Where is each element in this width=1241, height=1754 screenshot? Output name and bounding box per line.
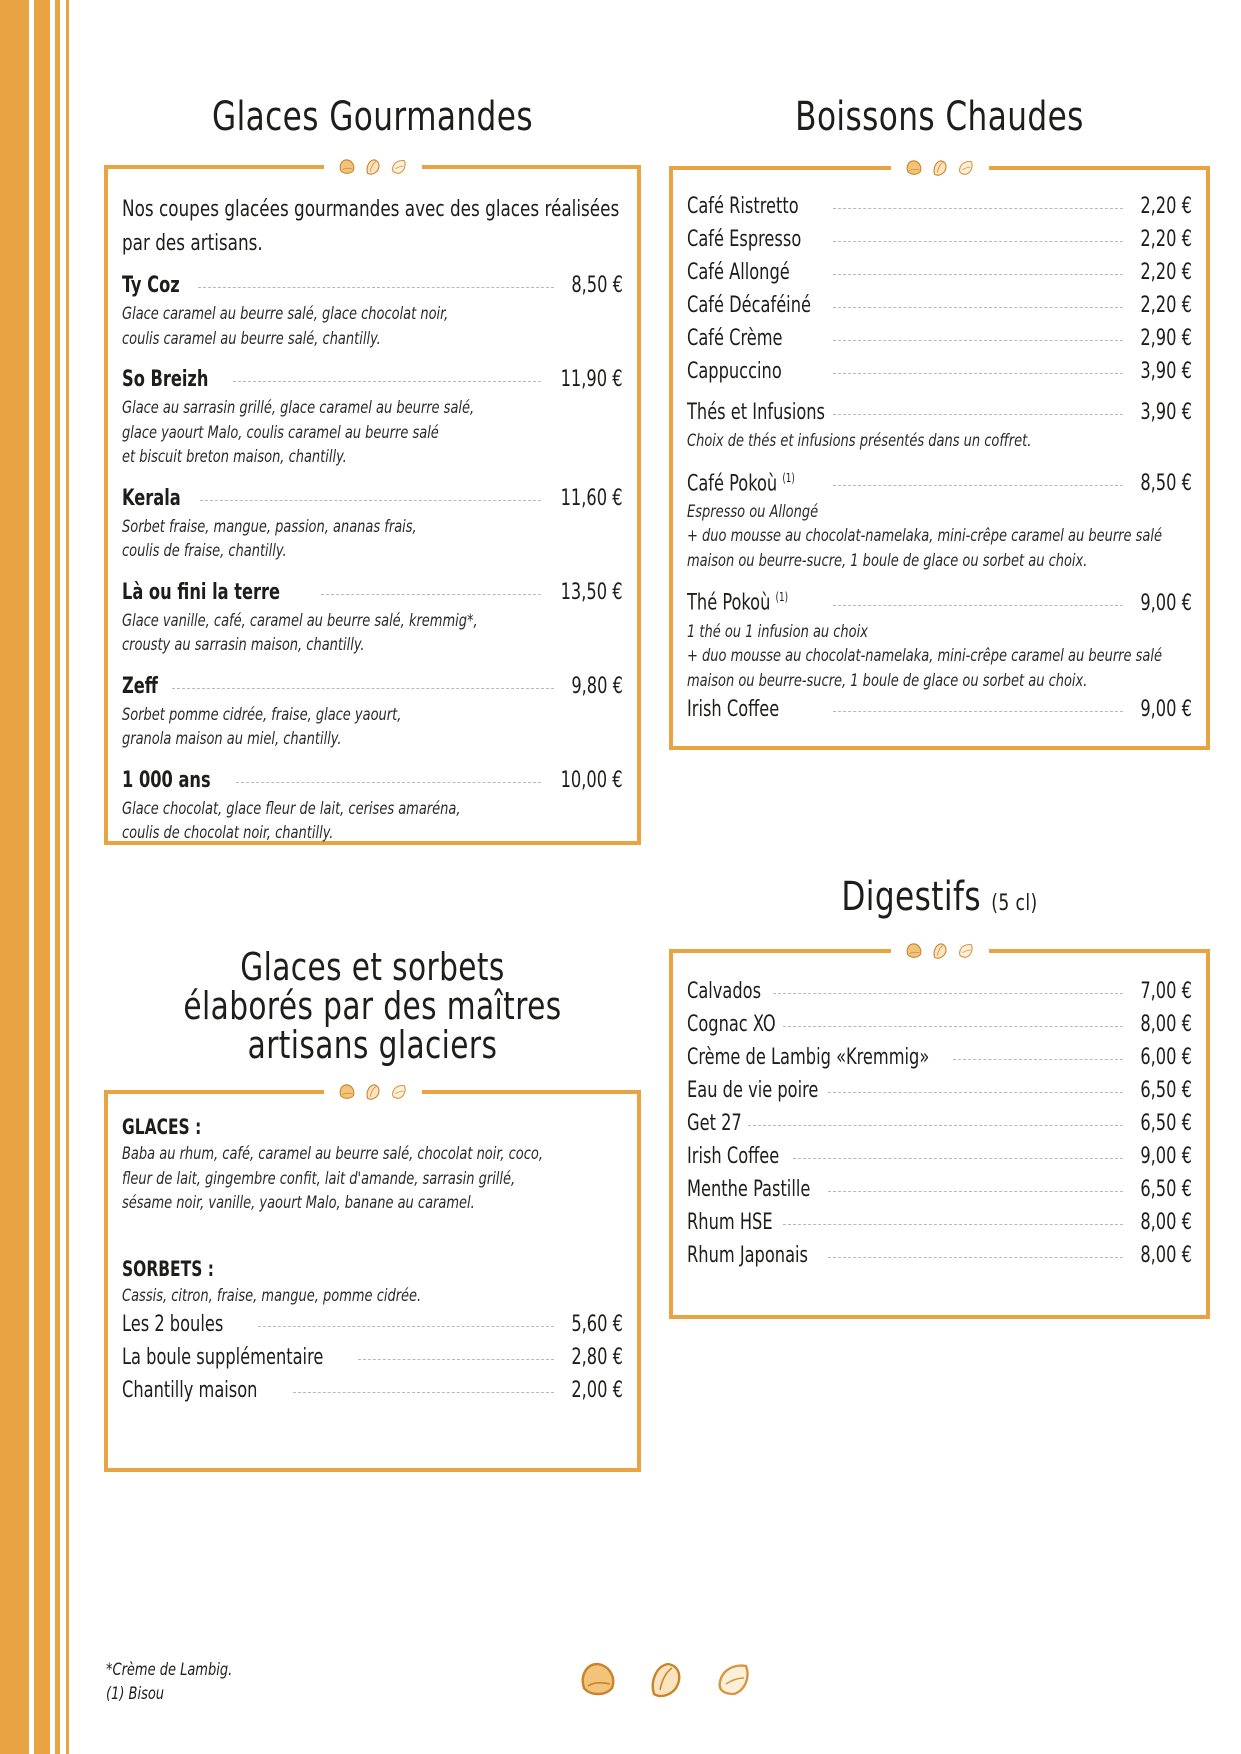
item-name: Thé Pokoù $^{(1)}$: [687, 590, 789, 616]
item-price: 13,50 €: [561, 579, 623, 605]
menu-item: [687, 693, 1192, 726]
section-title-boissons-chaudes: Boissons Chaudes: [795, 94, 1084, 140]
almond-nut-icon: [390, 1083, 408, 1101]
item-name: Kerala: [122, 485, 181, 511]
item-name: Là ou fini la terre: [122, 579, 281, 605]
dotted-leader: [833, 307, 1123, 308]
item-name: Café Pokoù $^{(1)}$: [687, 470, 795, 496]
item-price: 8,00 €: [1140, 1012, 1192, 1037]
dotted-leader: [833, 208, 1123, 209]
almond-nut-icon: [905, 159, 923, 177]
dotted-leader: [293, 1392, 554, 1393]
almond-nut-icon: [931, 159, 949, 177]
dotted-leader: [783, 1224, 1123, 1225]
item-name: Cognac XO: [687, 1012, 776, 1037]
decorative-stripe: [66, 0, 69, 1754]
item-name: La boule supplémentaire: [122, 1345, 324, 1370]
item-price: 3,90 €: [1140, 400, 1192, 425]
intro-text: Nos coupes glacées gourmandes avec des glaces réalisées par des artisans.: [122, 197, 620, 256]
item-price: 11,90 €: [561, 367, 623, 392]
menu-item: [687, 1074, 1192, 1107]
section-title-digestifs: Digestifs (5 cl): [841, 874, 1038, 920]
item-name: Ty Coz: [122, 273, 180, 298]
glaces-flavours: Baba au rhum, café, caramel au beurre salé, chocolat noir, coco, fleur de lait, gingembre confit, lait d'amande, sarrasin grillé, sésame noir, vanille, yaourt Malo, banane au caramel.: [122, 1144, 543, 1213]
menu-item: [687, 1173, 1192, 1206]
item-name: Eau de vie poire: [687, 1078, 819, 1103]
item-price: 10,00 €: [561, 767, 623, 793]
item-price: 6,00 €: [1140, 1045, 1192, 1070]
item-name: Zeff: [122, 673, 158, 699]
item-price: 2,90 €: [1140, 326, 1192, 351]
dotted-leader: [833, 340, 1123, 341]
glaces-label: GLACES :: [122, 1115, 202, 1139]
menu-item: [122, 576, 623, 658]
menu-item: [687, 975, 1192, 1008]
section-title-glaces-sorbets: Glaces et sorbets élaborés par des maîtres artisans glaciers: [183, 945, 562, 1067]
item-name: 1 000 ans: [122, 767, 211, 793]
dotted-leader: [236, 782, 541, 783]
sorbets-label: SORBETS :: [122, 1256, 214, 1281]
menu-item: [122, 764, 623, 846]
item-price: 2,80 €: [571, 1345, 623, 1370]
almond-nut-icon: [578, 1655, 618, 1705]
menu-item: [687, 581, 1192, 693]
dotted-leader: [828, 1257, 1123, 1258]
item-description: Glace vanille, café, caramel au beurre salé, kremmig*, crousty au sarrasin maison, chantilly.: [122, 610, 478, 655]
box-decoration: [891, 939, 989, 963]
dotted-leader: [828, 1191, 1123, 1192]
dotted-leader: [233, 381, 541, 382]
item-name: Café Ristretto: [687, 194, 799, 219]
footnotes: [106, 1658, 255, 1706]
volume-note: (5 cl): [991, 891, 1038, 916]
dotted-leader: [258, 1326, 554, 1327]
box-decoration: [891, 156, 989, 180]
item-price: 2,20 €: [1140, 293, 1192, 318]
dotted-leader: [833, 711, 1123, 712]
item-name: Irish Coffee: [687, 697, 780, 723]
item-description: Choix de thés et infusions présentés dans un coffret.: [687, 431, 1032, 451]
item-price: 9,80 €: [571, 673, 623, 699]
menu-item: [122, 363, 623, 470]
almond-nut-icon: [646, 1655, 686, 1705]
menu-item: [122, 1374, 623, 1407]
dotted-leader: [833, 414, 1123, 415]
item-price: 6,50 €: [1140, 1078, 1192, 1103]
almond-nut-icon: [905, 942, 923, 960]
item-name: Rhum Japonais: [687, 1243, 808, 1268]
item-description: Glace caramel au beurre salé, glace chocolat noir, coulis caramel au beurre salé, chantilly.: [122, 304, 449, 349]
menu-item: [687, 396, 1192, 454]
item-description: Glace au sarrasin grillé, glace caramel au beurre salé, glace yaourt Malo, coulis caramel au beurre salé et biscuit breton maison, chantilly.: [122, 398, 475, 467]
menu-item: [687, 289, 1192, 322]
item-name: Menthe Pastille: [687, 1177, 811, 1202]
menu-item: [687, 190, 1192, 223]
section-title-glaces-gourmandes: Glaces Gourmandes: [212, 94, 533, 140]
item-description: Espresso ou Allongé + duo mousse au chocolat-namelaka, mini-crêpe caramel au beurre salé maison ou beurre-sucre, 1 boule de glace ou sorbet au choix.: [687, 501, 1162, 571]
almond-nut-icon: [931, 942, 949, 960]
item-name: Café Allongé: [687, 260, 790, 285]
dotted-leader: [833, 485, 1123, 486]
item-price: 8,00 €: [1140, 1243, 1192, 1268]
dotted-leader: [321, 594, 542, 595]
almond-nut-icon: [957, 159, 975, 177]
footnote-bisou: (1) Bisou: [106, 1684, 165, 1704]
almond-nut-icon: [364, 158, 382, 176]
menu-item: [687, 462, 1192, 574]
dotted-leader: [828, 1092, 1123, 1093]
item-name: Crème de Lambig «Kremmig»: [687, 1045, 930, 1070]
item-price: 9,00 €: [1140, 697, 1192, 723]
almond-nut-icon: [714, 1655, 754, 1705]
glaces-sorbets-box: [104, 1090, 641, 1472]
menu-item: [687, 1107, 1192, 1140]
item-price: 6,50 €: [1140, 1177, 1192, 1202]
decorative-stripe: [0, 0, 29, 1754]
item-name: Cappuccino: [687, 359, 782, 384]
item-price: 5,60 €: [571, 1312, 623, 1337]
almond-nut-icon: [338, 158, 356, 176]
item-name: Thés et Infusions: [687, 400, 826, 425]
item-price: 2,20 €: [1140, 227, 1192, 252]
item-price: 9,00 €: [1140, 1144, 1192, 1169]
menu-item: [122, 1308, 623, 1341]
item-name: Les 2 boules: [122, 1312, 224, 1337]
item-price: 2,20 €: [1140, 260, 1192, 285]
decorative-stripe: [55, 0, 60, 1754]
menu-item: [687, 322, 1192, 355]
menu-item: [687, 355, 1192, 388]
dotted-leader: [783, 1026, 1123, 1027]
dotted-leader: [773, 993, 1123, 994]
glaces-gourmandes-box: [104, 165, 641, 845]
menu-item: [687, 1239, 1192, 1272]
menu-item: [687, 256, 1192, 289]
menu-item: [122, 269, 623, 351]
item-name: Irish Coffee: [687, 1144, 780, 1169]
menu-item: [122, 670, 623, 752]
almond-nut-icon: [957, 942, 975, 960]
item-name: Get 27: [687, 1111, 742, 1136]
menu-item: [687, 223, 1192, 256]
item-description: Sorbet fraise, mangue, passion, ananas frais, coulis de fraise, chantilly.: [122, 516, 417, 561]
menu-item: [122, 1341, 623, 1374]
item-name: Rhum HSE: [687, 1210, 773, 1235]
dotted-leader: [200, 500, 542, 501]
item-price: 11,60 €: [561, 485, 623, 511]
dotted-leader: [793, 1158, 1123, 1159]
footnote-kremmig: *Crème de Lambig.: [106, 1660, 233, 1680]
item-price: 8,00 €: [1140, 1210, 1192, 1235]
decorative-stripe: [34, 0, 50, 1754]
dotted-leader: [358, 1359, 554, 1360]
dotted-leader: [198, 287, 554, 288]
item-name: Café Espresso: [687, 227, 802, 252]
menu-item: [687, 1041, 1192, 1074]
item-price: 3,90 €: [1140, 359, 1192, 384]
dotted-leader: [833, 373, 1123, 374]
footer-decoration: [578, 1655, 754, 1705]
item-price: 7,00 €: [1140, 979, 1192, 1004]
item-name: Café Crème: [687, 326, 783, 351]
dotted-leader: [172, 688, 554, 689]
dotted-leader: [748, 1125, 1123, 1126]
item-name: Café Décaféiné: [687, 293, 811, 318]
item-price: 8,50 €: [1140, 470, 1192, 496]
menu-item: [687, 1008, 1192, 1041]
dotted-leader: [953, 1059, 1123, 1060]
menu-item: [687, 1140, 1192, 1173]
item-name: Calvados: [687, 979, 762, 1004]
dotted-leader: [833, 605, 1123, 606]
menu-item: [122, 482, 623, 564]
item-price: 8,50 €: [571, 273, 623, 298]
item-price: 2,00 €: [571, 1378, 623, 1403]
item-description: Glace chocolat, glace fleur de lait, cerises amaréna, coulis de chocolat noir, chantilly.: [122, 798, 461, 843]
item-price: 9,00 €: [1140, 590, 1192, 616]
box-decoration: [324, 155, 422, 179]
item-name: So Breizh: [122, 367, 209, 392]
dotted-leader: [833, 241, 1123, 242]
almond-nut-icon: [364, 1083, 382, 1101]
item-description: Sorbet pomme cidrée, fraise, glace yaourt, granola maison au miel, chantilly.: [122, 704, 402, 749]
almond-nut-icon: [390, 158, 408, 176]
item-price: 6,50 €: [1140, 1111, 1192, 1136]
dotted-leader: [833, 274, 1123, 275]
box-decoration: [324, 1080, 422, 1104]
boissons-chaudes-box: [669, 166, 1210, 750]
digestifs-box: [669, 949, 1210, 1319]
menu-item: [687, 1206, 1192, 1239]
item-price: 2,20 €: [1140, 194, 1192, 219]
item-description: 1 thé ou 1 infusion au choix + duo mousse au chocolat-namelaka, mini-crêpe caramel au beurre salé maison ou beurre-sucre, 1 boule de glace ou sorbet au choix.: [687, 621, 1162, 691]
item-name: Chantilly maison: [122, 1378, 258, 1403]
sorbets-flavours: Cassis, citron, fraise, mangue, pomme cidrée.: [122, 1285, 422, 1306]
almond-nut-icon: [338, 1083, 356, 1101]
